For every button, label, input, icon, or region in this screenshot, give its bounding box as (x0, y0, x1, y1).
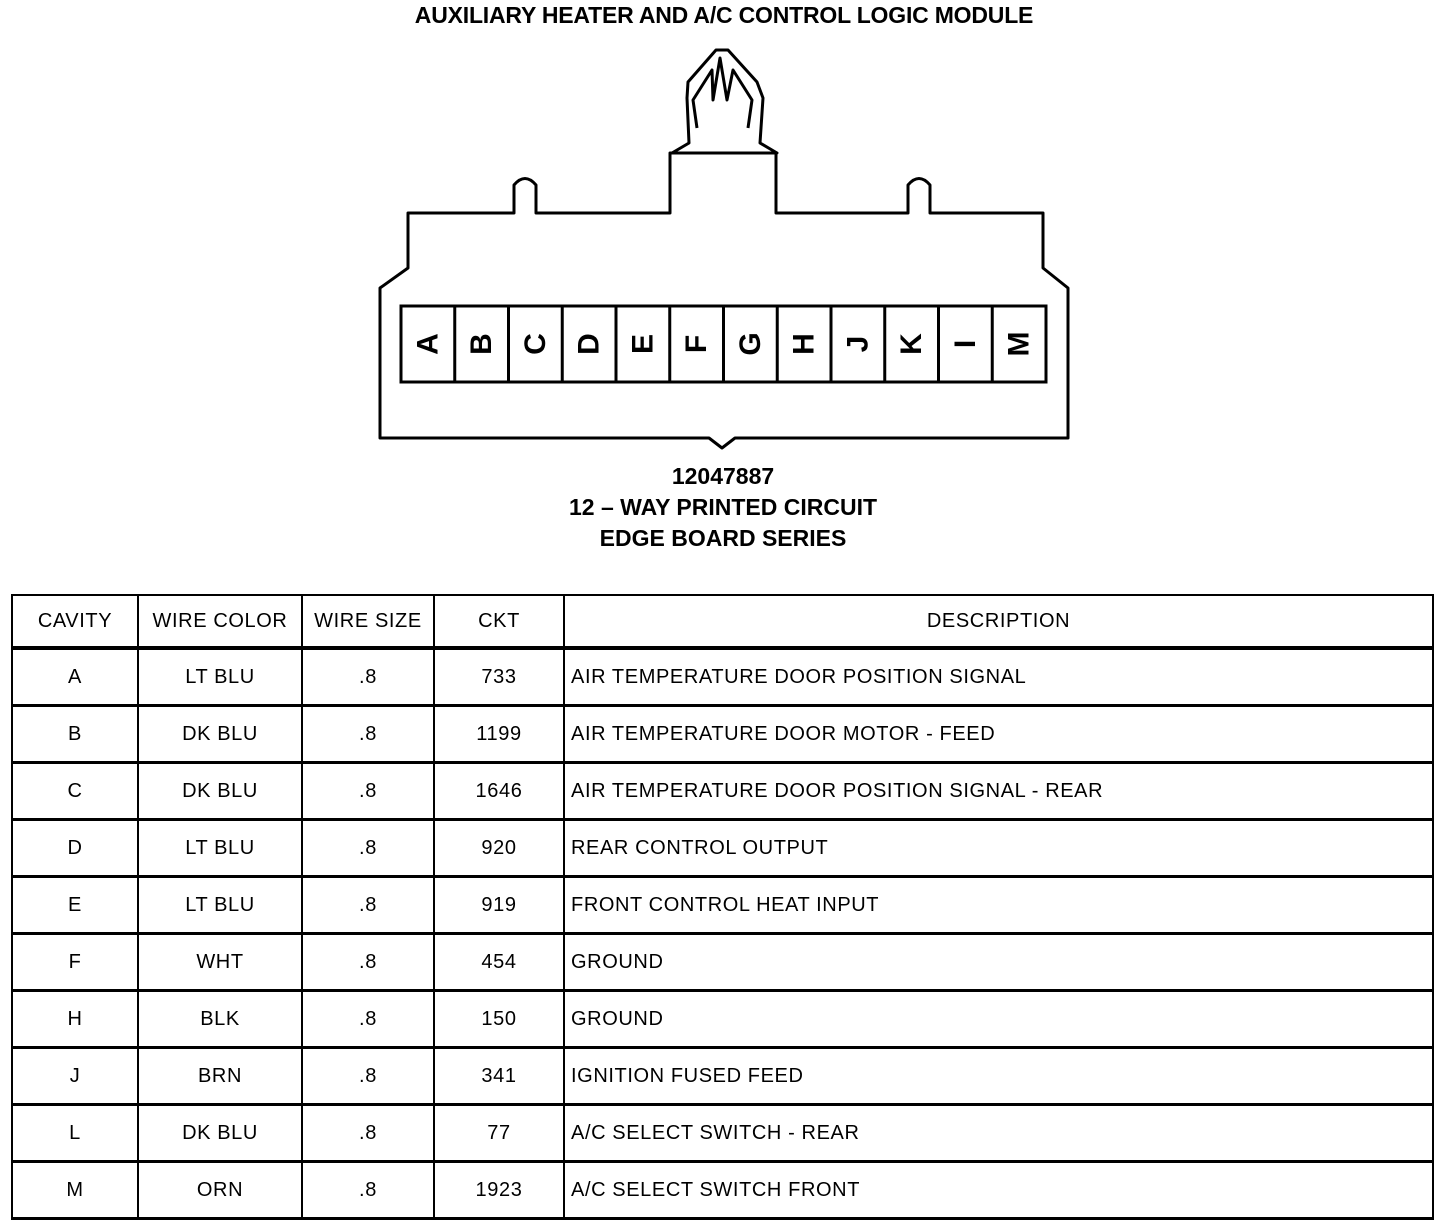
cell-ckt: 150 (434, 991, 564, 1048)
diagram-title: AUXILIARY HEATER AND A/C CONTROL LOGIC MODULE (414, 2, 1034, 28)
cell-cavity: H (12, 991, 138, 1048)
cell-cavity: A (12, 648, 138, 706)
cell-ckt: 454 (434, 934, 564, 991)
connector-diagram (0, 0, 1440, 470)
cell-cavity: D (12, 820, 138, 877)
cell-description: A/C SELECT SWITCH FRONT (564, 1162, 1433, 1219)
table-row (12, 648, 1433, 706)
cavity-label: H (787, 333, 821, 355)
cell-ckt: 1646 (434, 763, 564, 820)
header-wire-size: WIRE SIZE (302, 595, 434, 648)
cell-ckt: 920 (434, 820, 564, 877)
table-header-row (12, 595, 1433, 648)
cell-wire-color: LT BLU (138, 648, 302, 706)
cavity-label: K (895, 333, 929, 355)
cavity-label: C (518, 333, 552, 355)
cell-cavity: F (12, 934, 138, 991)
cell-wire-size: .8 (302, 1105, 434, 1162)
header-description: DESCRIPTION (564, 595, 1433, 648)
cell-description: IGNITION FUSED FEED (564, 1048, 1433, 1105)
cavity-label: D (572, 333, 606, 355)
cavity-label: I (948, 339, 982, 349)
cell-cavity: J (12, 1048, 138, 1105)
cavity-label: B (465, 333, 499, 355)
cell-wire-size: .8 (302, 648, 434, 706)
cell-wire-size: .8 (302, 1162, 434, 1219)
table-row (12, 991, 1433, 1048)
cell-wire-color: DK BLU (138, 1105, 302, 1162)
cell-wire-size: .8 (302, 1048, 434, 1105)
cell-wire-color: LT BLU (138, 820, 302, 877)
cavity-label: E (626, 333, 660, 355)
cell-wire-color: ORN (138, 1162, 302, 1219)
cell-cavity: B (12, 706, 138, 763)
table-row (12, 1162, 1433, 1219)
cell-description: AIR TEMPERATURE DOOR POSITION SIGNAL (564, 648, 1433, 706)
cell-wire-color: BRN (138, 1048, 302, 1105)
cell-wire-size: .8 (302, 763, 434, 820)
cell-cavity: E (12, 877, 138, 934)
cell-ckt: 1923 (434, 1162, 564, 1219)
cavity-label: M (1002, 331, 1036, 357)
cell-cavity: C (12, 763, 138, 820)
header-cavity: CAVITY (12, 595, 138, 648)
table-row (12, 877, 1433, 934)
cell-ckt: 919 (434, 877, 564, 934)
cavity-label: F (680, 334, 714, 354)
cavity-label: A (411, 333, 445, 355)
cell-ckt: 1199 (434, 706, 564, 763)
cavity-label: J (841, 335, 875, 353)
connector-series: EDGE BOARD SERIES (599, 525, 847, 551)
table-row (12, 1048, 1433, 1105)
cell-wire-color: DK BLU (138, 763, 302, 820)
header-wire-color: WIRE COLOR (138, 595, 302, 648)
cell-wire-color: BLK (138, 991, 302, 1048)
cell-ckt: 77 (434, 1105, 564, 1162)
cell-wire-size: .8 (302, 877, 434, 934)
cell-description: A/C SELECT SWITCH - REAR (564, 1105, 1433, 1162)
connector-type: 12 – WAY PRINTED CIRCUIT (568, 494, 878, 520)
cell-wire-size: .8 (302, 706, 434, 763)
table-row (12, 763, 1433, 820)
table-row (12, 706, 1433, 763)
connector-clip (672, 50, 777, 153)
cell-description: AIR TEMPERATURE DOOR POSITION SIGNAL - REAR (564, 763, 1433, 820)
cell-wire-size: .8 (302, 820, 434, 877)
cell-description: AIR TEMPERATURE DOOR MOTOR - FEED (564, 706, 1433, 763)
cell-wire-color: DK BLU (138, 706, 302, 763)
table-row (12, 820, 1433, 877)
cell-description: GROUND (564, 934, 1433, 991)
header-ckt: CKT (434, 595, 564, 648)
cell-cavity: L (12, 1105, 138, 1162)
cell-wire-color: WHT (138, 934, 302, 991)
cavity-label: G (733, 332, 767, 356)
pinout-table (11, 594, 1434, 1220)
cell-wire-color: LT BLU (138, 877, 302, 934)
cell-ckt: 733 (434, 648, 564, 706)
cell-description: GROUND (564, 991, 1433, 1048)
table-row (12, 934, 1433, 991)
cell-wire-size: .8 (302, 991, 434, 1048)
cell-cavity: M (12, 1162, 138, 1219)
cell-ckt: 341 (434, 1048, 564, 1105)
part-number: 12047887 (671, 463, 775, 489)
cell-wire-size: .8 (302, 934, 434, 991)
cell-description: REAR CONTROL OUTPUT (564, 820, 1433, 877)
cell-description: FRONT CONTROL HEAT INPUT (564, 877, 1433, 934)
table-row (12, 1105, 1433, 1162)
connector-housing (380, 153, 1068, 448)
